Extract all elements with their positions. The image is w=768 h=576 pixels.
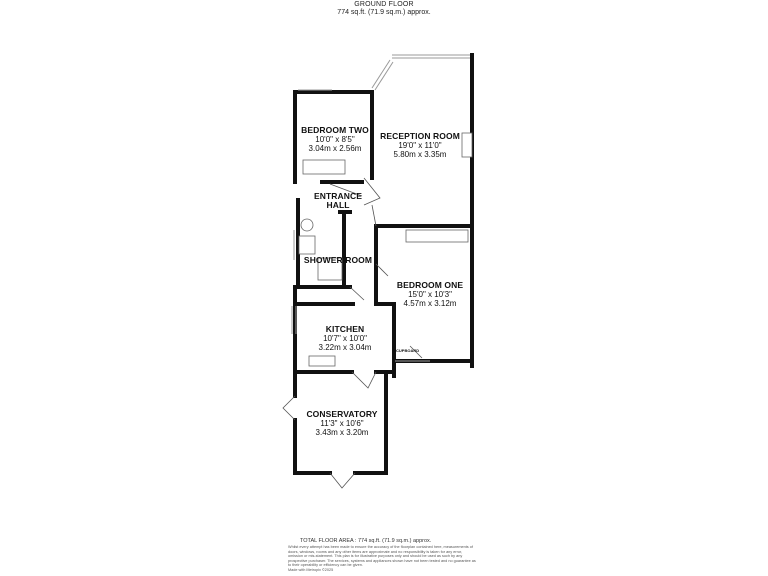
door-shower	[350, 287, 364, 300]
conservatory-imperial: 11'3" x 10'6"	[320, 419, 364, 428]
conservatory-name: CONSERVATORY	[306, 409, 378, 419]
door-conservatory	[352, 372, 376, 388]
bath-bedroom-one	[406, 230, 468, 242]
bedroom-two-name: BEDROOM TWO	[301, 125, 369, 135]
bedroom-two-imperial: 10'0" x 8'5"	[315, 135, 355, 144]
basin	[299, 236, 315, 254]
room-label-bedroom-one	[390, 281, 470, 308]
entrance-hall-name: ENTRANCE HALL	[313, 191, 363, 210]
bedroom-one-name: BEDROOM ONE	[396, 280, 464, 290]
disclaimer-text: Whilst every attempt has been made to ensure the accuracy of the floorplan contained here, measurements of doors, windows, rooms and any other items are approximate and no responsibility is taken for any error, omission or mis-statement. This plan is for illustrative purposes only and should be used as such by any prospective purchaser. The services, systems and appliances shown have not been tested and no guarantee as to their operability or efficiency can be given.	[288, 545, 476, 568]
room-label-shower-room	[303, 256, 373, 265]
room-label-reception	[376, 132, 464, 159]
reception-metric: 5.80m x 3.35m	[393, 150, 447, 159]
floor-title: GROUND FLOOR	[354, 1, 414, 8]
reception-imperial: 19'0" x 11'0"	[398, 141, 442, 150]
credit: Made with Metropix ©2025	[288, 567, 334, 572]
room-label-bedroom-two	[300, 126, 370, 153]
conservatory-metric: 3.43m x 3.20m	[315, 428, 369, 437]
bedroom-one-metric: 4.57m x 3.12m	[403, 299, 457, 308]
reception-name: RECEPTION ROOM	[380, 131, 460, 141]
floor-area: 774 sq.ft. (71.9 sq.m.) approx.	[337, 9, 431, 16]
room-label-kitchen	[305, 325, 385, 352]
door-french	[330, 473, 355, 488]
total-floor-area: TOTAL FLOOR AREA : 774 sq.ft. (71.9 sq.m.) approx.	[300, 538, 432, 544]
bedroom-two-metric: 3.04m x 2.56m	[308, 144, 362, 153]
sink-unit	[309, 356, 335, 366]
room-label-conservatory	[302, 410, 382, 437]
door-conservatory-left	[283, 396, 295, 420]
window-reception-bay	[372, 60, 393, 90]
kitchen-metric: 3.22m x 3.04m	[318, 343, 372, 352]
disclaimer	[288, 545, 478, 573]
toilet	[301, 219, 313, 231]
room-label-entrance-hall	[303, 192, 373, 210]
shower-room-name: SHOWER ROOM	[303, 255, 373, 265]
bedroom-one-imperial: 15'0" x 10'3"	[408, 290, 452, 299]
bath-bedroom-two	[303, 160, 345, 174]
window-reception-top	[392, 55, 470, 58]
kitchen-imperial: 10'7" x 10'0"	[323, 334, 367, 343]
kitchen-name: KITCHEN	[325, 324, 365, 334]
cupboard-label: CUPBOARD	[396, 348, 420, 353]
